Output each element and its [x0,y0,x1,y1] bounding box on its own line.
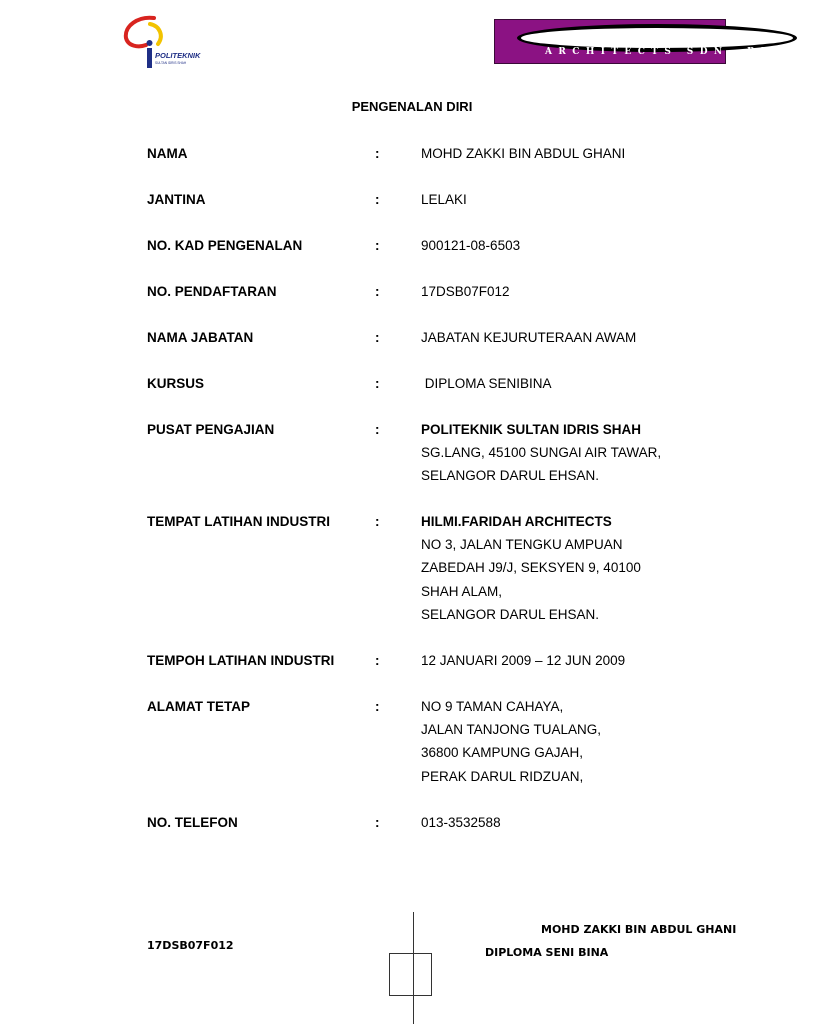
field-label: NAMA JABATAN [147,330,254,345]
field-label: NAMA [147,146,188,161]
page-title: PENGENALAN DIRI [351,99,473,114]
logo-text: POLITEKNIK [155,51,201,60]
footer-course: DIPLOMA SENI BINA [485,946,609,959]
field-label: NO. PENDAFTARAN [147,284,277,299]
field-value: JABATAN KEJURUTERAAN AWAM [421,330,637,345]
banner-text: ARCHITECTS SDN. BHD [545,47,791,57]
field-colon: : [375,699,380,714]
field-label: TEMPAT LATIHAN INDUSTRI [147,514,330,529]
field-value-line: SELANGOR DARUL EHSAN. [421,468,600,484]
field-value: DIPLOMA SENIBINA [421,376,552,391]
logo-subtext: SULTAN IDRIS SHAH [155,61,187,65]
politeknik-logo [120,12,204,70]
field-label: NO. KAD PENGENALAN [147,238,303,253]
field-label: TEMPOH LATIHAN INDUSTRI [147,653,335,668]
field-colon: : [375,815,380,830]
politeknik-logo-icon [120,12,204,70]
field-label: KURSUS [147,376,205,391]
field-colon: : [375,422,380,437]
field-value: LELAKI [421,192,467,207]
field-value-line: 36800 KAMPUNG GAJAH, [421,745,584,761]
field-value-line: ZABEDAH J9/J, SEKSYEN 9, 40100 [421,560,641,576]
field-label: ALAMAT TETAP [147,699,250,714]
field-colon: : [375,376,380,391]
field-colon: : [375,146,380,161]
field-value: 900121-08-6503 [421,238,521,253]
page-number-box [389,953,432,996]
field-label: PUSAT PENGAJIAN [147,422,275,437]
field-label: JANTINA [147,192,206,207]
footer-registration-number: 17DSB07F012 [147,939,234,952]
field-value: HILMI.FARIDAH ARCHITECTS [421,514,612,529]
field-value: NO 9 TAMAN CAHAYA, [421,699,564,714]
field-value: 12 JANUARI 2009 – 12 JUN 2009 [421,653,626,668]
footer-student-name: MOHD ZAKKI BIN ABDUL GHANI [541,923,737,936]
field-colon: : [375,238,380,253]
field-value: 013-3532588 [421,815,501,830]
field-value: 17DSB07F012 [421,284,510,299]
field-value-line: JALAN TANJONG TUALANG, [421,722,602,738]
field-value-line: NO 3, JALAN TENGKU AMPUAN [421,537,623,553]
field-value-line: SELANGOR DARUL EHSAN. [421,606,600,622]
field-colon: : [375,284,380,299]
field-label: NO. TELEFON [147,815,238,830]
field-value-line: SG.LANG, 45100 SUNGAI AIR TAWAR, [421,445,662,461]
field-colon: : [375,514,380,529]
field-colon: : [375,192,380,207]
field-value: MOHD ZAKKI BIN ABDUL GHANI [421,146,626,161]
field-value: POLITEKNIK SULTAN IDRIS SHAH [421,422,642,437]
field-value-line: SHAH ALAM, [421,583,503,599]
company-banner [494,19,791,64]
field-colon: : [375,330,380,345]
field-value-line: PERAK DARUL RIDZUAN, [421,768,584,784]
field-colon: : [375,653,380,668]
